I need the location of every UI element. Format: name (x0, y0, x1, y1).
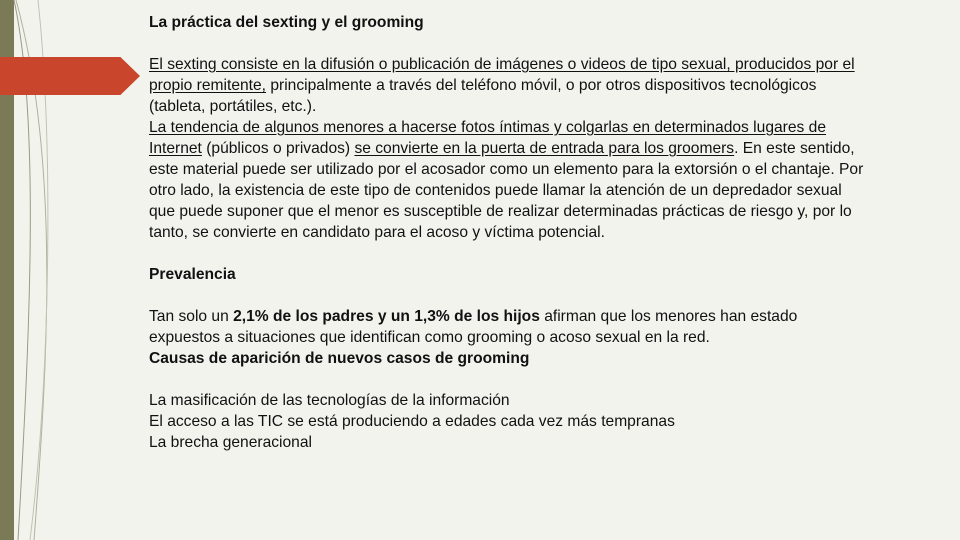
causa-item: La brecha generacional (149, 434, 312, 451)
groomers-underlined: se convierte en la puerta de entrada para los groomers (354, 140, 735, 157)
prevalencia-paragraph (149, 306, 869, 348)
prevalencia-heading: Prevalencia (149, 266, 236, 283)
sexting-definition: El sexting consiste en la difusión o publicación de imágenes o videos de tipo sexual, producidos por el propio remitente, (149, 56, 855, 94)
causa-item: El acceso a las TIC se está produciendo a edades cada vez más tempranas (149, 413, 675, 430)
red-arrow-tab (0, 57, 140, 95)
sexting-paragraph (149, 54, 869, 117)
sexting-text-1: principalmente a través del teléfono móvil, o por otros dispositivos tecnológicos (tableta, portátiles, etc.). (149, 77, 817, 115)
causa-item: La masificación de las tecnologías de la información (149, 392, 510, 409)
tendency-paragraph (149, 117, 869, 243)
tendency-underlined: La tendencia de algunos menores a hacerse fotos íntimas y colgarlas en determinados lugares de Internet (149, 119, 827, 157)
prevalencia-text-2: afirman que los menores han estado expuestos a situaciones que identifican como grooming o acoso sexual en la red. (149, 308, 798, 346)
prevalencia-stats: 2,1% de los padres y un 1,3% de los hijos (233, 308, 540, 325)
tendency-text-1: (públicos o privados) (201, 140, 355, 157)
prevalencia-text-1: Tan solo un (149, 308, 234, 325)
slide-title: La práctica del sexting y el grooming (149, 14, 424, 31)
causas-heading: Causas de aparición de nuevos casos de grooming (149, 350, 530, 367)
slide-content (149, 12, 869, 453)
tendency-text-2: . En este sentido, este material puede ser utilizado por el acosador como un elemento para la extorsión o el chantaje. Por otro lado, la existencia de este tipo de contenidos puede llamar la atención de un depredador sexual que puede suponer que el menor es susceptible de realizar determinadas prácticas de riesgo y, por lo tanto, se convierte en candidato para el acoso y víctima potencial. (149, 140, 864, 241)
